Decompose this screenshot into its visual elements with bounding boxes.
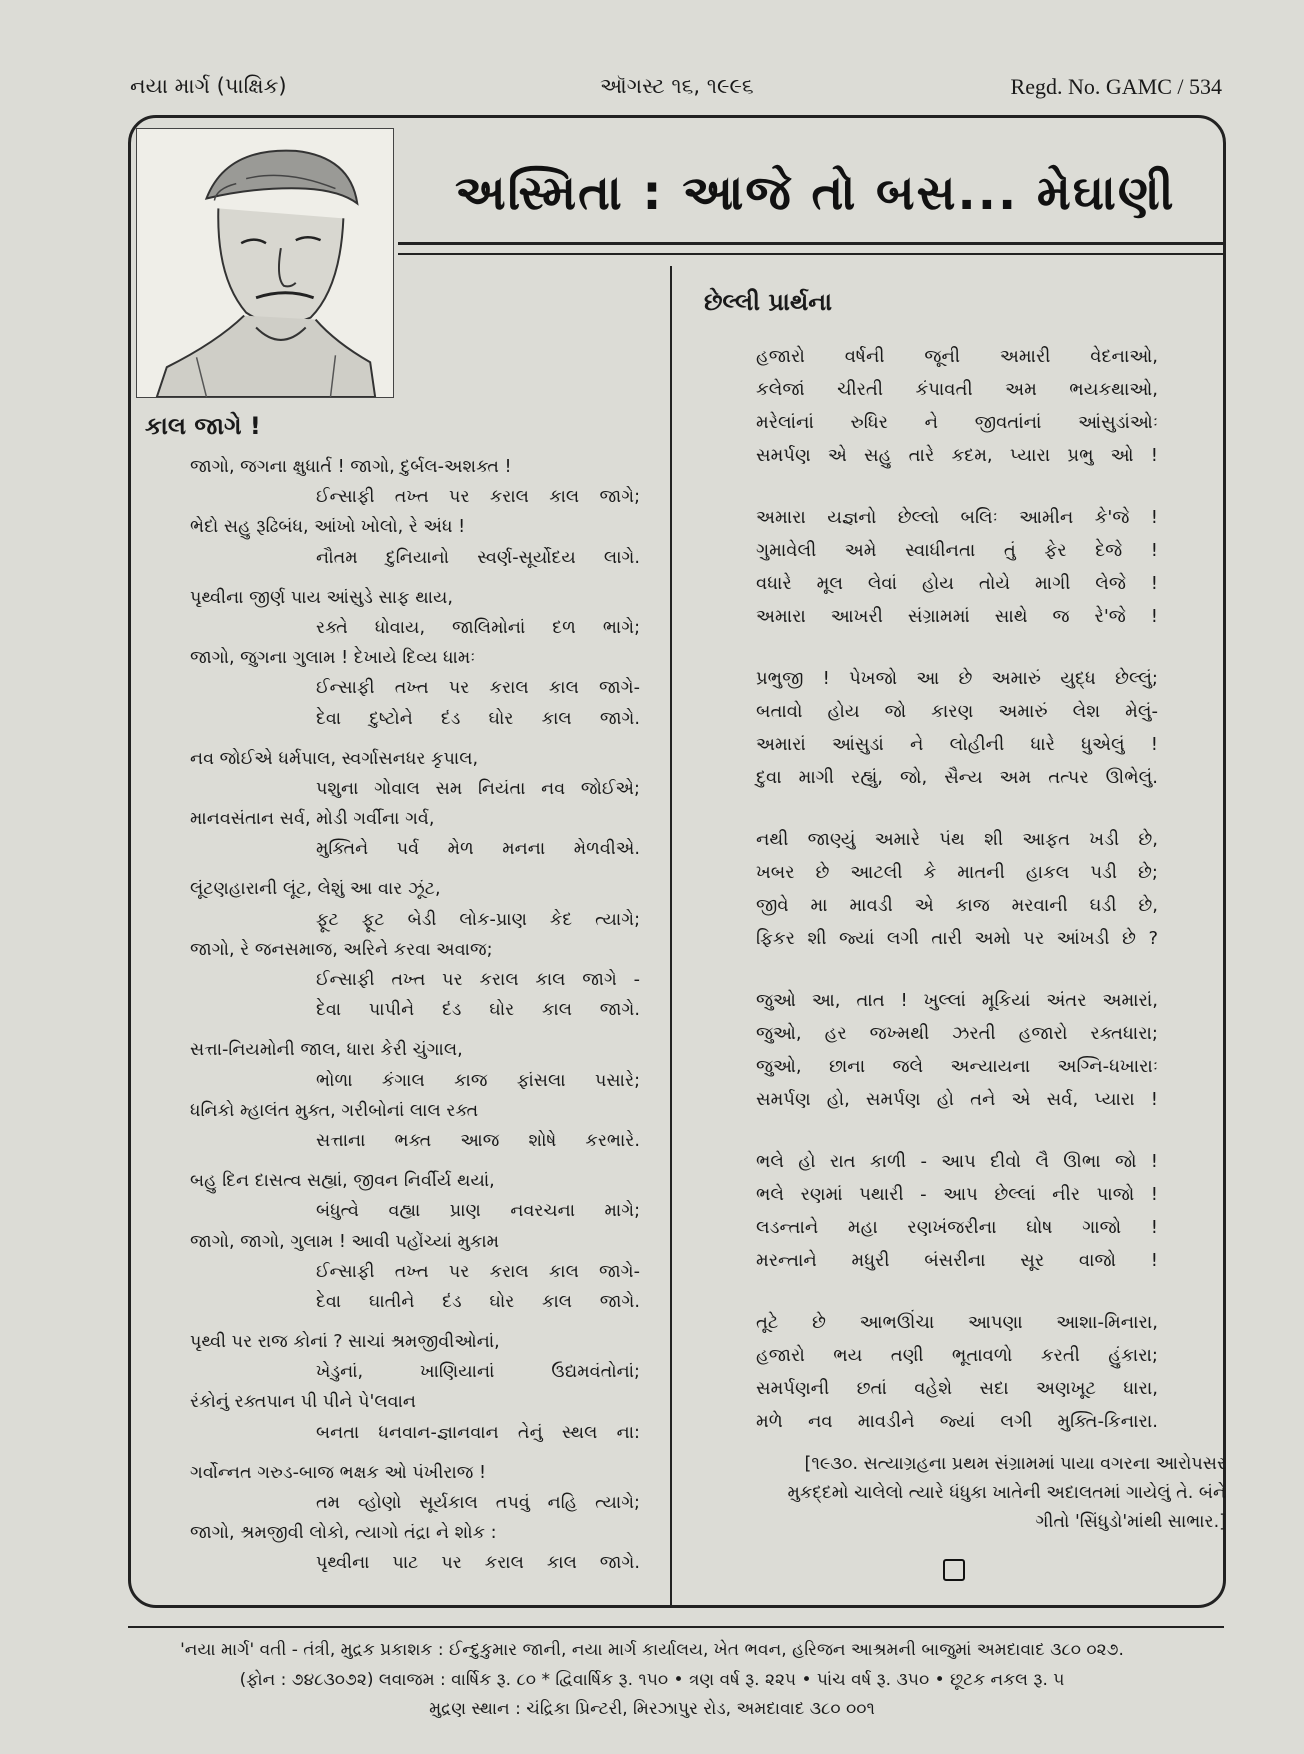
poem-line: ગુમાવેલી અમે સ્વાધીનતા તું ફેર દેજે ! [756, 540, 1158, 561]
poem-line: ઈન્સાફી તખ્ત પર કરાલ કાલ જાગે- [316, 678, 640, 699]
poem-line: હજારો વર્ષની જૂની અમારી વેદનાઓ, [756, 346, 1158, 367]
poem-line: બનતા ધનવાન-જ્ઞાનવાન તેનું સ્થલ ના: [316, 1422, 640, 1443]
title-rule [398, 242, 1224, 245]
poem-line: જુઓ, છાના જલે અન્યાયના અગ્નિ-ધખારાઃ [756, 1056, 1158, 1077]
issue-date: ઑગસ્ટ ૧૬, ૧૯૯૬ [600, 74, 754, 98]
poem-line: લડન્તાને મહા રણખંજરીના ઘોષ ગાજો ! [756, 1217, 1158, 1238]
poem-line: જીવે મા માવડી એ કાજ મરવાની ઘડી છે, [756, 895, 1158, 916]
poem-line: વધારે મૂલ લેવાં હોય તોયે માગી લેજે ! [756, 573, 1158, 594]
poem-stanza [756, 984, 1158, 1116]
poem-stanza [756, 823, 1158, 955]
poem-line: ઈન્સાફી તખ્ત પર કરાલ કાલ જાગે - [316, 970, 640, 990]
poem-line: રંકોનું રક્તપાન પી પીને પે'લવાન [190, 1392, 417, 1413]
footer-rule [128, 1626, 1224, 1628]
article-title: અસ્મિતા : આજે તો બસ... મેઘાણી [455, 165, 1176, 221]
poem-line: ધનિકો મ્હાલંત મુક્ત, ગરીબોનાં લાલ રક્ત [190, 1100, 479, 1121]
poem-line: સમર્પણ એ સહુ તારે કદમ, પ્યારા પ્રભુ ઓ ! [756, 445, 1158, 466]
poem-line: જુઓ, હર જખ્મથી ઝરતી હજારો રક્તધારા; [756, 1023, 1158, 1044]
poem-line: ભોળા કંગાલ કાજ ફાંસલા પસારે; [316, 1070, 640, 1091]
poem-line: સમર્પણ હો, સમર્પણ હો તને એ સર્વ, પ્યારા ! [756, 1089, 1158, 1110]
poem-line: તૂટે છે આભઊંચા આપણા આશા-મિનારા, [756, 1312, 1158, 1333]
poem-line: પશુના ગોવાલ સમ નિયંતા નવ જોઈએ; [316, 778, 640, 799]
poem-line: દુવા માગી રહ્યું, જો, સૈન્ય અમ તત્પર ઊભેલું. [756, 767, 1158, 788]
left-poem-title: કાલ જાગે ! [145, 412, 261, 440]
poem-line: નથી જાણ્યું અમારે પંથ શી આફત ખડી છે, [756, 829, 1158, 850]
subscription-line: (ફોન : ૭૪૮૩૦૭૨) લવાજમ : વાર્ષિક રૂ. ૮૦ * દ્વિવાર્ષિક રૂ. ૧૫૦ • ત્રણ વર્ષ રૂ. ૨૨૫ • પાંચ વર્ષ રૂ. ૩૫૦ • છૂટક નકલ રૂ. ૫ [239, 1670, 1065, 1690]
poem-line: જુઓ આ, તાત ! ખુલ્લાં મૂકિયાં અંતર અમારાં, [756, 990, 1158, 1011]
poem-line: માનવસંતાન સર્વ, મોડી ગર્વીના ગર્વ, [190, 809, 435, 830]
poem-line: લૂંટણહારાની લૂંટ, લેશું આ વાર ઝૂંટ, [190, 879, 441, 900]
poem-line: મરન્તાને મધુરી બંસરીના સૂર વાજો ! [756, 1250, 1158, 1271]
poem-line: પૃથ્વીના જીર્ણ પાય આંસુડે સાફ થાય, [190, 587, 454, 608]
poem-line: ફિકર શી જ્યાં લગી તારી અમો પર આંખડી છે ? [756, 928, 1158, 949]
poem-line: દેવા ઘાતીને દંડ ઘોર કાલ જાગે. [316, 1291, 640, 1312]
poem-line: દેવા દુષ્ટોને દંડ ઘોર કાલ જાગે. [316, 708, 640, 729]
right-poem [756, 340, 1158, 1467]
poem-stanza [756, 1306, 1158, 1438]
printer-line: મુદ્રણ સ્થાન : ચંદ્રિકા પ્રિન્ટરી, મિરઝાપુર રોડ, અમદાવાદ ૩૮૦ ૦૦૧ [429, 1699, 875, 1719]
poem-line: ફૂટ ફૂટ બેડી લોક-પ્રાણ કેદ ત્યાગે; [316, 909, 640, 930]
right-poem-title: છેલ્લી પ્રાર્થના [704, 288, 833, 316]
poem-line: જાગો, રે જનસમાજ, અરિને કરવા અવાજ; [190, 939, 493, 960]
poem-line: અમારા આખરી સંગ્રામમાં સાથે જ રે'જે ! [756, 606, 1158, 627]
poem-line: કલેજાં ચીરતી કંપાવતી અમ ભયકથાઓ, [756, 379, 1158, 400]
poem-line: ખબર છે આટલી કે માતની હાકલ પડી છે; [756, 862, 1158, 883]
poem-line: મરેલાંનાં રુધિર ને જીવતાંનાં આંસુડાંઓઃ [756, 412, 1158, 433]
poem-line: દેવા પાપીને દંડ ઘોર કાલ જાગે. [316, 1000, 640, 1021]
poem-line: રક્તે ધોવાય, જાલિમોનાં દળ ભાગે; [316, 617, 640, 638]
poem-stanza [756, 340, 1158, 472]
portrait-sketch [137, 129, 393, 397]
poem-line: સત્તાના ભક્ત આજ શોષે કરભારે. [316, 1130, 640, 1151]
poem-stanza [756, 501, 1158, 633]
poem-line: જાગો, જાગો, ગુલામ ! આવી પહોંચ્યાં મુકામ [190, 1231, 500, 1252]
poem-line: ઈન્સાફી તખ્ત પર કરાલ કાલ જાગે; [316, 487, 640, 508]
poem-line: ભેદો સહુ રૂઢિબંધ, આંખો ખોલો, રે અંધ ! [190, 517, 466, 538]
source-note [722, 1450, 1226, 1537]
source-note-line: મુકદ્દમો ચાલેલો ત્યારે ધંધુકા ખાતેની અદાલતમાં ગાયેલું તે. બંને [787, 1483, 1226, 1503]
poem-line: ભલે હો રાત કાળી - આપ દીવો લૈ ઊભા જો ! [756, 1151, 1158, 1172]
source-note-line: [૧૯૩૦. સત્યાગ્રહના પ્રથમ સંગ્રામમાં પાયા વગરના આરોપસર [804, 1454, 1226, 1474]
poem-line: બતાવો હોય જો કારણ અમારું લેશ મેલું- [756, 701, 1158, 722]
poem-stanza [756, 1145, 1158, 1277]
poem-line: પ્રભુજી ! પેખજો આ છે અમારું યુદ્ધ છેલ્લું; [756, 668, 1158, 689]
poem-line: ઈન્સાફી તખ્ત પર કરાલ કાલ જાગે- [316, 1261, 640, 1282]
publication-name: નયા માર્ગ (પાક્ષિક) [130, 74, 287, 98]
portrait-image [136, 128, 394, 398]
poem-line: મુક્તિને પર્વ મેળ મનના મેળવીએ. [316, 839, 640, 860]
poem-line: પૃથ્વીના પાટ પર કરાલ કાલ જાગે. [316, 1553, 640, 1574]
poem-line: જાગો, શ્રમજીવી લોકો, ત્યાગો તંદ્રા ને શોક : [190, 1523, 497, 1544]
poem-line: નૌતમ દુનિયાનો સ્વર્ણ-સૂર્યોદય લાગે. [316, 547, 640, 568]
left-poem [190, 452, 640, 1579]
poem-line: હજારો ભય તણી ભૂતાવળો કરતી હુંકારા; [756, 1345, 1158, 1366]
source-note-line: ગીતો 'સિંધુડો'માંથી સાભાર.] [1035, 1512, 1226, 1532]
poem-line: બંધુત્વે વહ્યા પ્રાણ નવરચના માગે; [316, 1201, 640, 1222]
poem-line: ખેડુનાં, ખાણિયાનાં ઉદ્યમવંતોનાં; [316, 1362, 640, 1383]
registration-number: Regd. No. GAMC / 534 [1010, 74, 1222, 99]
poem-line: ગર્વોન્નત ગરુડ-બાજ ભક્ષક ઓ પંખીરાજ ! [190, 1462, 487, 1483]
title-rule-thin [398, 253, 1224, 255]
poem-line: મળે નવ માવડીને જ્યાં લગી મુક્તિ-કિનારા. [756, 1411, 1158, 1432]
poem-line: નવ જોઈએ ધર્મપાલ, સ્વર્ગાસનધર કૃપાલ, [190, 748, 479, 769]
poem-line: ભલે રણમાં પથારી - આપ છેલ્લાં નીર પાજો ! [756, 1184, 1158, 1205]
column-divider [670, 266, 672, 1606]
poem-line: સમર્પણની છતાં વહેશે સદા અણખૂટ ધારા, [756, 1378, 1158, 1399]
poem-line: અમારા યજ્ઞનો છેલ્લો બલિઃ આમીન કે'જે ! [756, 507, 1158, 528]
poem-line: જાગો, જગના ક્ષુધાર્ત ! જાગો, દુર્બલ-અશક્ત ! [190, 457, 512, 477]
poem-line: અમારાં આંસુડાં ને લોહીની ધારે ધુએલું ! [756, 734, 1158, 755]
poem-line: પૃથ્વી પર રાજ કોનાં ? સાચાં શ્રમજીવીઓનાં, [190, 1332, 500, 1353]
imprint-line: 'નયા માર્ગ' વતી - તંત્રી, મુદ્રક પ્રકાશક : ઈન્દુકુમાર જાની, નયા માર્ગ કાર્યાલય, ખેત ભવન, હરિજન આશ્રમની બાજુમાં અમદાવાદ ૩૮૦ ૦૨૭. [180, 1640, 1124, 1660]
poem-line: બહુ દિન દાસત્વ સહ્યાં, જીવન નિર્વીર્ય થયાં, [190, 1171, 495, 1192]
poem-line: સત્તા-નિયમોની જાલ, ધારા કેરી ચુંગાલ, [190, 1040, 463, 1061]
poem-line: જાગો, જુગના ગુલામ ! દેખાયે દિવ્ય ધામઃ [190, 648, 476, 669]
end-mark [943, 1559, 965, 1581]
poem-stanza [756, 662, 1158, 794]
poem-line: તમ વ્હોણો સૂર્યકાલ તપવું નહિ ત્યાગે; [316, 1493, 640, 1513]
